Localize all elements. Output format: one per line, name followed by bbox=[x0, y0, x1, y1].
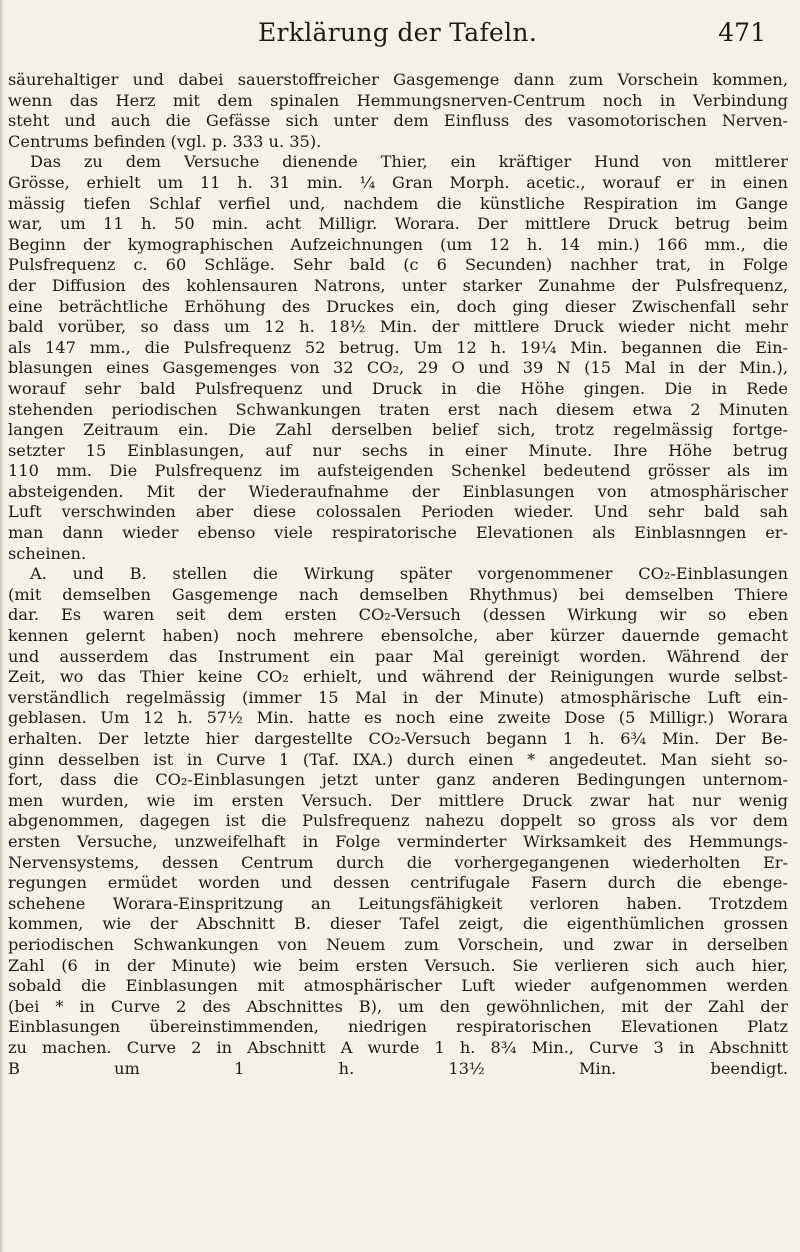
text-line: stehenden periodischen Schwankungen traten erst nach diesem etwa 2 Minuten bbox=[8, 399, 788, 419]
text-line: kommen, wie der Abschnitt B. dieser Tafel zeigt, die eigenthümlichen grossen bbox=[8, 914, 788, 934]
text-line: regungen ermüdet worden und dessen centrifugale Fasern durch die ebenge- bbox=[8, 873, 788, 893]
text-line: setzter 15 Einblasungen, auf nur sechs in einer Minute. Ihre Höhe betrug bbox=[8, 440, 788, 460]
text-line: erhalten. Der letzte hier dargestellte CO₂-Versuch begann 1 h. 6¾ Min. Der Be- bbox=[8, 729, 788, 748]
text-line: 110 mm. Die Pulsfrequenz im aufsteigenden Schenkel bedeutend grösser als im bbox=[8, 461, 788, 481]
text-line: der Diffusion des kohlensauren Natrons, unter starker Zunahme der Pulsfrequenz, bbox=[8, 275, 788, 295]
text-line: war, um 11 h. 50 min. acht Milligr. Worara. Der mittlere Druck betrug beim bbox=[8, 214, 788, 234]
text-line: Zahl (6 in der Minute) wie beim ersten Versuch. Sie verlieren sich auch hier, bbox=[8, 955, 788, 975]
text-line: Das zu dem Versuche dienende Thier, ein kräftiger Hund von mittlerer bbox=[30, 152, 788, 172]
text-line: (mit demselben Gasgemenge nach demselben Rhythmus) bei demselben Thiere bbox=[8, 584, 788, 604]
text-line: säurehaltiger und dabei sauerstoffreicher Gasgemenge dann zum Vorschein kommen, bbox=[8, 70, 788, 89]
text-line: Grösse, erhielt um 11 h. 31 min. ¼ Gran Morph. acetic., worauf er in einen bbox=[8, 172, 788, 192]
text-line: mässig tiefen Schlaf verfiel und, nachdem die künstliche Respiration im Gange bbox=[8, 193, 788, 213]
text-line: Nervensystems, dessen Centrum durch die vorhergegangenen wiederholten Er- bbox=[8, 852, 788, 872]
text-line: men wurden, wie im ersten Versuch. Der mittlere Druck zwar hat nur wenig bbox=[8, 790, 788, 810]
text-line: steht und auch die Gefässe sich unter dem Einfluss des vasomotorischen Nerven- bbox=[8, 111, 788, 131]
text-line: (bei * in Curve 2 des Abschnittes B), um den gewöhnlichen, mit der Zahl der bbox=[8, 996, 788, 1016]
page-number: 471 bbox=[718, 18, 766, 47]
text-line: Luft verschwinden aber diese colossalen Perioden wieder. Und sehr bald sah bbox=[8, 502, 788, 522]
text-line: ginn desselben ist in Curve 1 (Taf. IXA.) durch einen * angedeutet. Man sieht so- bbox=[8, 749, 788, 769]
text-line: wenn das Herz mit dem spinalen Hemmungsnerven-Centrum noch in Verbindung bbox=[8, 90, 788, 110]
text-line: zu machen. Curve 2 in Abschnitt A wurde 1 h. 8¾ Min., Curve 3 in Abschnitt bbox=[8, 1037, 788, 1057]
text-line: abgenommen, dagegen ist die Pulsfrequenz nahezu doppelt so gross als vor dem bbox=[8, 811, 788, 831]
text-line: Zeit, wo das Thier keine CO₂ erhielt, und während der Reinigungen wurde selbst- bbox=[8, 667, 788, 687]
text-line: kennen gelernt haben) noch mehrere ebensolche, aber kürzer dauernde gemacht bbox=[8, 626, 788, 646]
text-line: Beginn der kymographischen Aufzeichnungen (um 12 h. 14 min.) 166 mm., die bbox=[8, 234, 788, 254]
page-edge-shadow bbox=[0, 0, 4, 1252]
text-line: A. und B. stellen die Wirkung später vorgenommener CO₂-Einblasungen bbox=[30, 564, 788, 584]
text-line: B um 1 h. 13½ Min. beendigt. bbox=[8, 1058, 788, 1078]
text-line: Centrums befinden (vgl. p. 333 u. 35). bbox=[8, 131, 322, 151]
text-line: langen Zeitraum ein. Die Zahl derselben belief sich, trotz regelmässig fortge- bbox=[8, 420, 788, 440]
text-line: Einblasungen übereinstimmenden, niedrigen respiratorischen Elevationen Platz bbox=[8, 1017, 788, 1037]
text-line: periodischen Schwankungen von Neuem zum Vorschein, und zwar in derselben bbox=[8, 934, 788, 954]
text-line: fort, dass die CO₂-Einblasungen jetzt unter ganz anderen Bedingungen unternom- bbox=[8, 770, 788, 790]
text-line: geblasen. Um 12 h. 57½ Min. hatte es noch eine zweite Dose (5 Milligr.) Worara bbox=[8, 708, 788, 728]
text-line: blasungen eines Gasgemenges von 32 CO₂, 29 O und 39 N (15 Mal in der Min.), bbox=[8, 358, 788, 378]
text-line: worauf sehr bald Pulsfrequenz und Druck in die Höhe gingen. Die in Rede bbox=[8, 378, 788, 398]
text-line: ersten Versuche, unzweifelhaft in Folge verminderter Wirksamkeit des Hemmungs- bbox=[8, 831, 788, 851]
text-line: bald vorüber, so dass um 12 h. 18½ Min. der mittlere Druck wieder nicht mehr bbox=[8, 317, 788, 337]
text-line: sobald die Einblasungen mit atmosphärischer Luft wieder aufgenommen werden bbox=[8, 976, 788, 996]
text-line: Pulsfrequenz c. 60 Schläge. Sehr bald (c 6 Secunden) nachher trat, in Folge bbox=[8, 255, 788, 275]
text-line: als 147 mm., die Pulsfrequenz 52 betrug. Um 12 h. 19¼ Min. begannen die Ein- bbox=[8, 337, 788, 357]
page-header bbox=[250, 14, 770, 54]
text-line: man dann wieder ebenso viele respiratorische Elevationen als Einblasnngen er- bbox=[8, 523, 788, 543]
text-line: absteigenden. Mit der Wiederaufnahme der Einblasungen von atmosphärischer bbox=[8, 481, 788, 501]
text-line: verständlich regelmässig (immer 15 Mal in der Minute) atmosphärische Luft ein- bbox=[8, 687, 788, 707]
body-text bbox=[8, 70, 788, 1079]
text-line: schehene Worara-Einspritzung an Leitungsfähigkeit verloren haben. Trotzdem bbox=[8, 893, 788, 913]
text-line: und ausserdem das Instrument ein paar Mal gereinigt worden. Während der bbox=[8, 646, 788, 666]
text-line: eine beträchtliche Erhöhung des Druckes ein, doch ging dieser Zwischenfall sehr bbox=[8, 296, 788, 316]
text-line: scheinen. bbox=[8, 543, 87, 563]
running-title: Erklärung der Tafeln. bbox=[258, 18, 538, 47]
text-line: dar. Es waren seit dem ersten CO₂-Versuch (dessen Wirkung wir so eben bbox=[8, 605, 788, 625]
